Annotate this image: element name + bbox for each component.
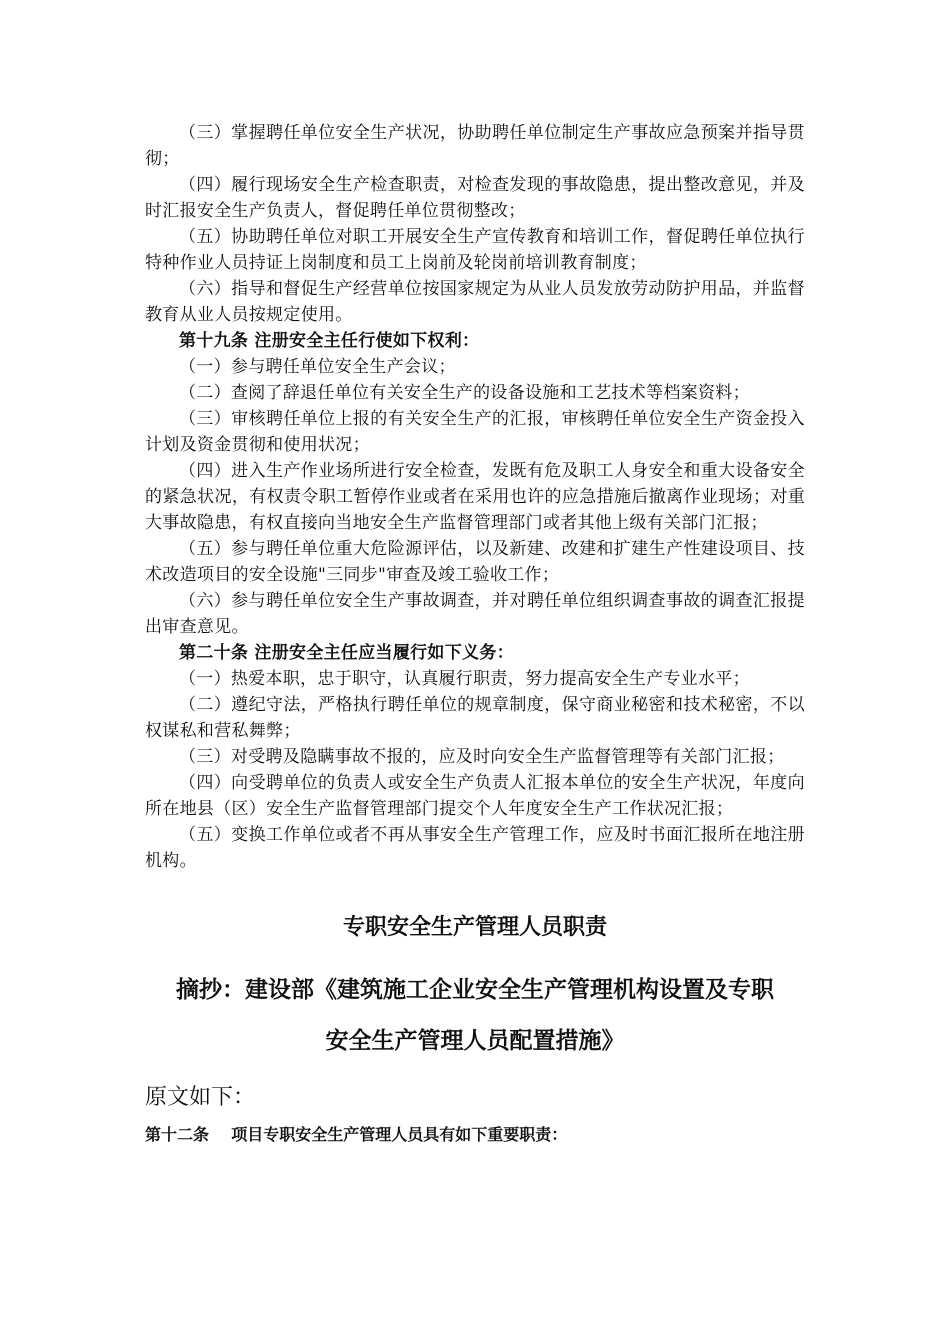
paragraph-b-6: （六）参与聘任单位安全生产事故调查，并对聘任单位组织调查事故的调查汇报提出审查意见。 bbox=[145, 591, 805, 637]
paragraph-b-1: （一）参与聘任单位安全生产会议； bbox=[179, 357, 456, 377]
paragraph-a-3: （三）掌握聘任单位安全生产状况，协助聘任单位制定生产事故应急预案并指导贯彻； bbox=[145, 123, 805, 169]
paragraph-b-5: （五）参与聘任单位重大危险源评估，以及新建、改建和扩建生产性建设项目、技术改造项目的安全设施"三同步"审查及竣工验收工作； bbox=[145, 539, 805, 585]
paragraph-b-3: （三）审核聘任单位上报的有关安全生产的汇报，审核聘任单位安全生产资金投入计划及资金贯彻和使用状况； bbox=[145, 409, 805, 455]
article-19-heading: 第十九条 注册安全主任行使如下权利： bbox=[179, 331, 480, 351]
paragraph-c-3: （三）对受聘及隐瞒事故不报的，应及时向安全生产监督管理等有关部门汇报； bbox=[179, 747, 785, 767]
article-20-heading: 第二十条 注册安全主任应当履行如下义务： bbox=[179, 643, 514, 663]
section-title: 专职安全生产管理人员职责 bbox=[342, 915, 607, 940]
paragraph-b-4: （四）进入生产作业场所进行安全检查，发既有危及职工人身安全和重大设备安全的紧急状况，有权责令职工暂停作业或者在采用也许的应急措施后撤离作业现场；对重大事故隐患，有权直接向当地安全生产监督管理部门或者其他上级有关部门汇报； bbox=[145, 461, 805, 533]
paragraph-c-1: （一）热爱本职，忠于职守，认真履行职责，努力提高安全生产专业水平； bbox=[179, 669, 750, 689]
paragraph-c-5: （五）变换工作单位或者不再从事安全生产管理工作，应及时书面汇报所在地注册机构。 bbox=[145, 825, 805, 871]
paragraph-c-2: （二）遵纪守法，严格执行聘任单位的规章制度，保守商业秘密和技术秘密，不以权谋私和营私舞弊； bbox=[145, 695, 805, 741]
paragraph-a-4: （四）履行现场安全生产检查职责，对检查发现的事故隐患，提出整改意见，并及时汇报安全生产负责人，督促聘任单位贯彻整改； bbox=[145, 175, 805, 221]
excerpt-title-line-2: 安全生产管理人员配置措施》 bbox=[325, 1028, 625, 1054]
paragraph-c-4: （四）向受聘单位的负责人或安全生产负责人汇报本单位的安全生产状况，年度向所在地县（区）安全生产监督管理部门提交个人年度安全生产工作状况汇报； bbox=[145, 773, 805, 819]
document-page bbox=[145, 120, 805, 1150]
paragraph-a-6: （六）指导和督促生产经营单位按国家规定为从业人员发放劳动防护用品，并监督教育从业人员按规定使用。 bbox=[145, 279, 805, 325]
article-12-heading: 第十二条 项目专职安全生产管理人员具有如下重要职责： bbox=[145, 1125, 568, 1144]
paragraph-b-2: （二）查阅了辞退任单位有关安全生产的设备设施和工艺技术等档案资料； bbox=[179, 383, 750, 403]
paragraph-a-5: （五）协助聘任单位对职工开展安全生产宣传教育和培训工作，督促聘任单位执行特种作业人员持证上岗制度和员工上岗前及轮岗前培训教育制度； bbox=[145, 227, 805, 273]
excerpt-title-line-1: 摘抄：建设部《建筑施工企业安全生产管理机构设置及专职 bbox=[176, 977, 774, 1003]
original-text-label: 原文如下： bbox=[145, 1085, 256, 1110]
